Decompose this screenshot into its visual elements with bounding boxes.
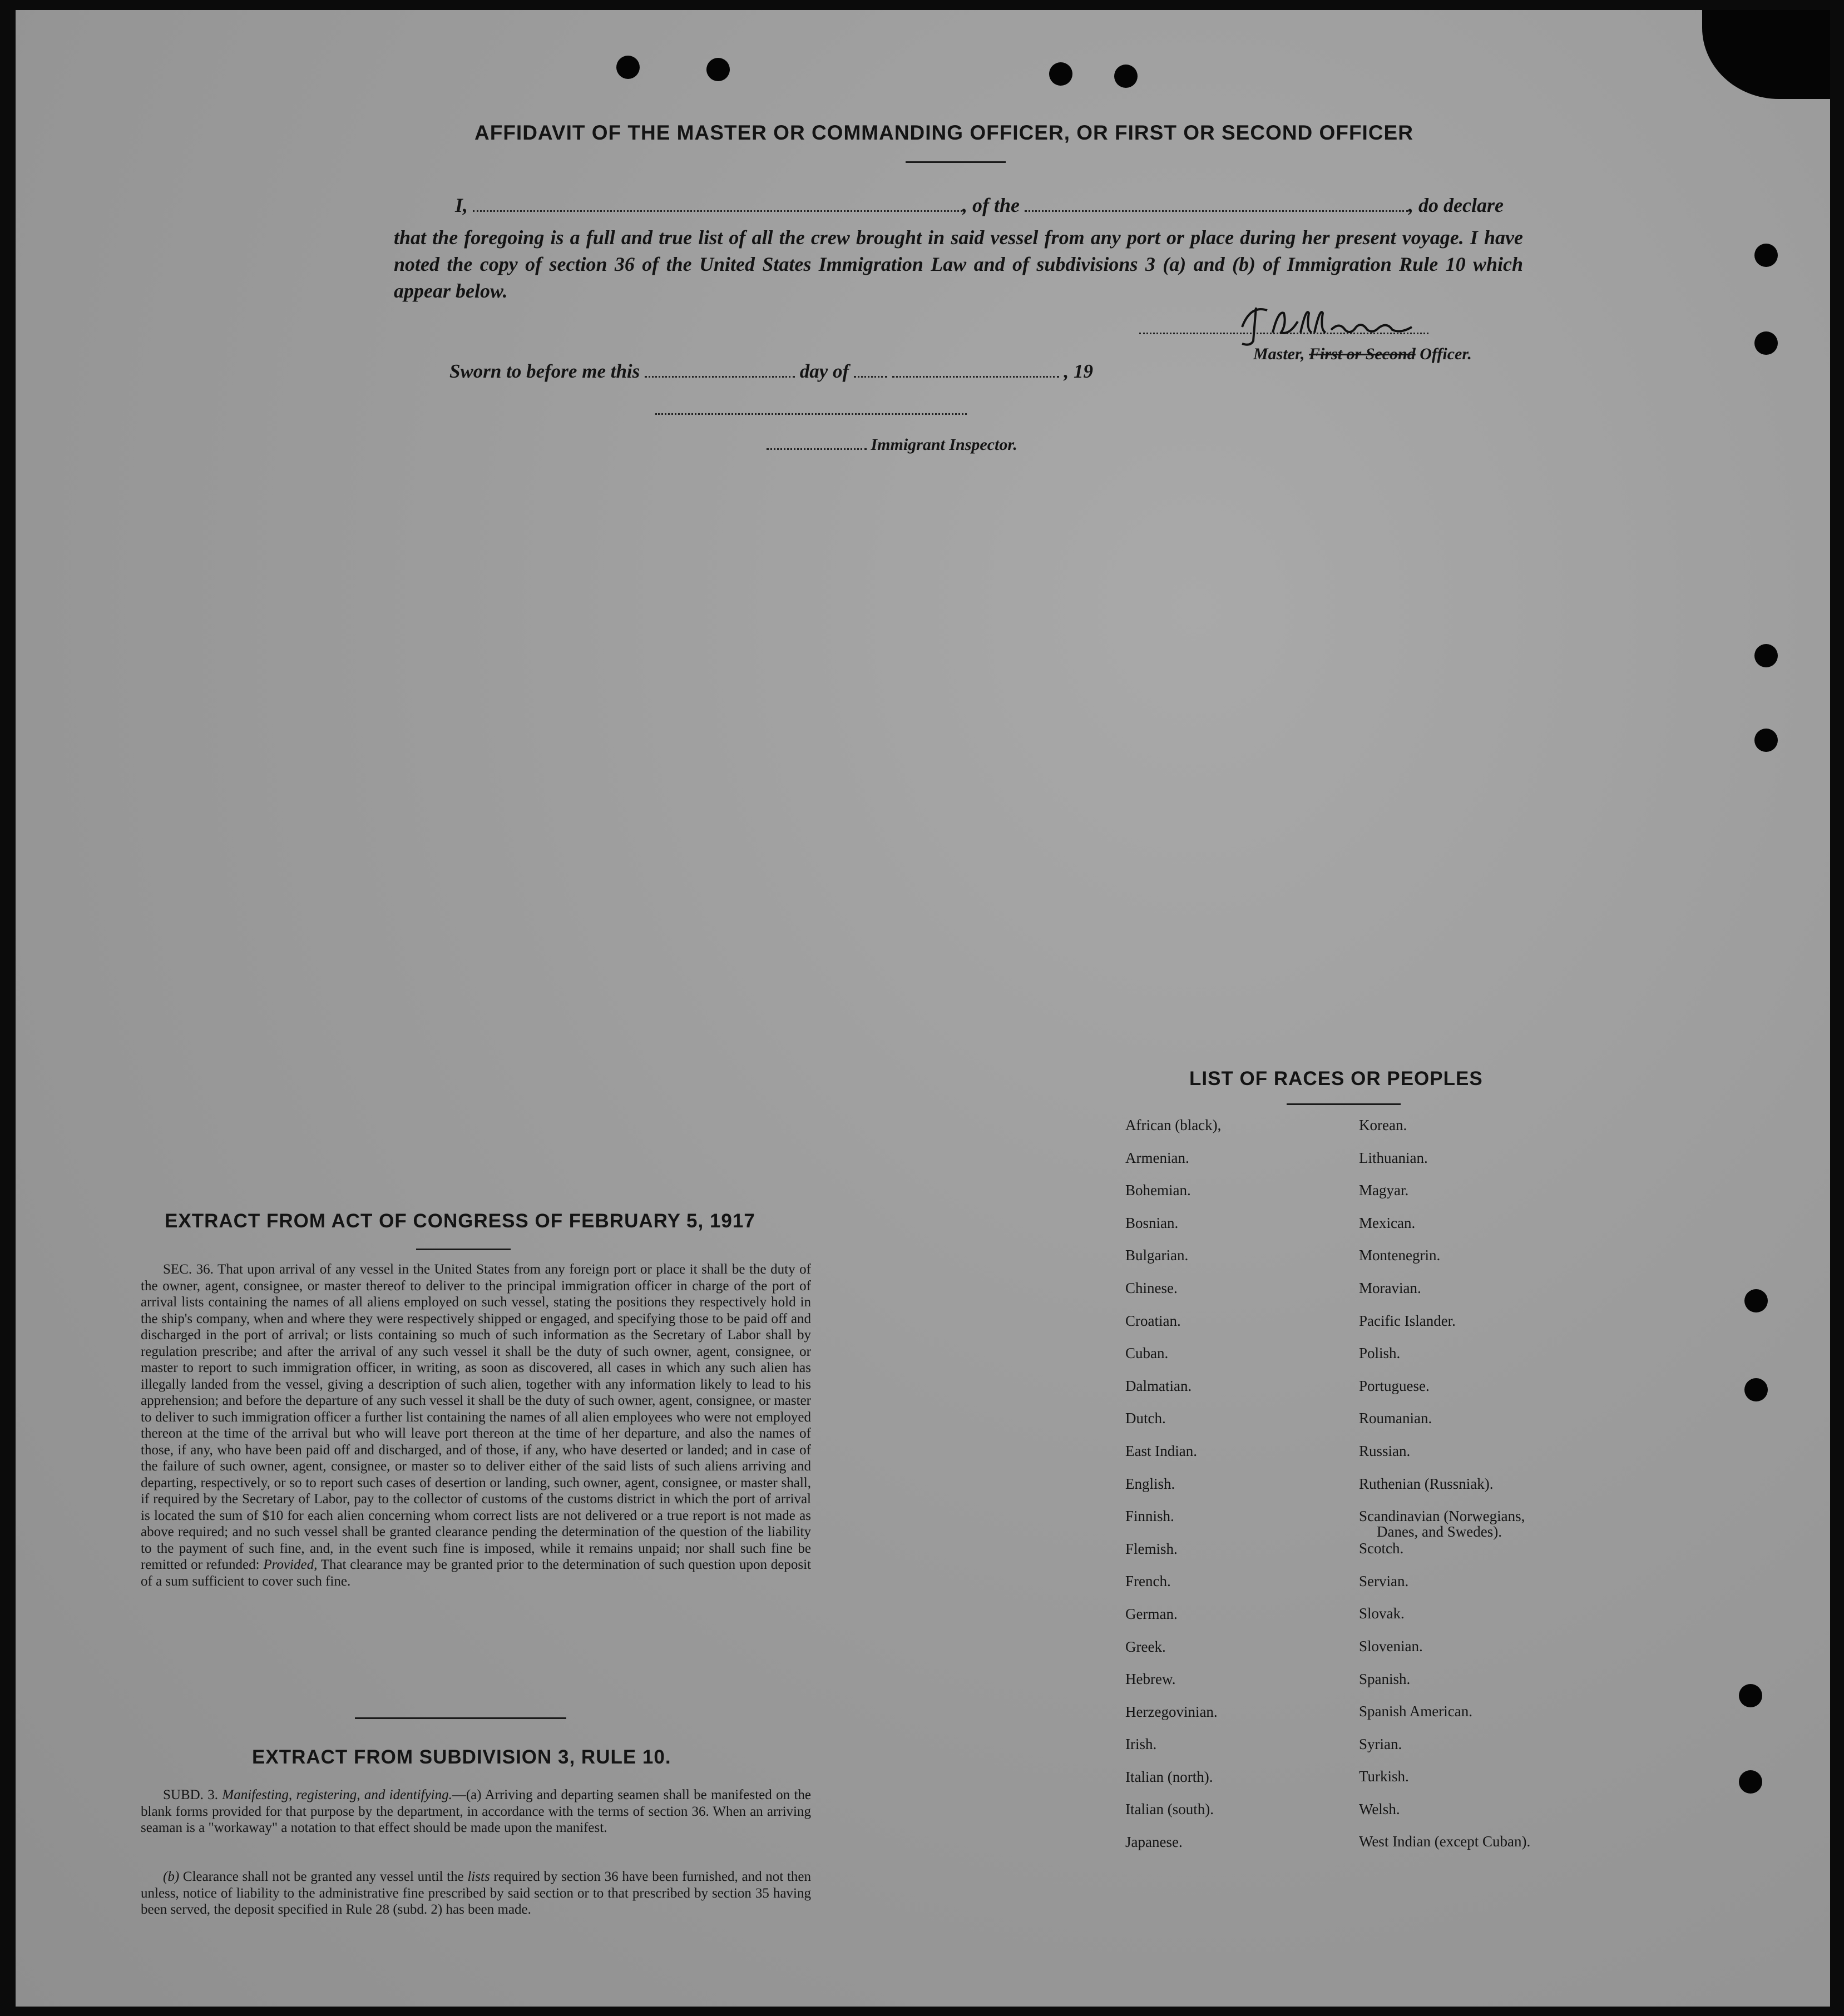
- affidavit-body: that the foregoing is a full and true list of all the crew brought in said vessel from any port or place during her present voyage. I have noted the copy of section 36 of the United States Immigration Law and of subdivisions 3 (a) and (b) of Immigration Rule 10 which appear below.: [394, 226, 1523, 302]
- race-item: German.: [1125, 1605, 1178, 1622]
- title-rule: [1287, 1103, 1401, 1105]
- race-item: Croatian.: [1125, 1312, 1181, 1329]
- title-rule: [416, 1249, 511, 1250]
- race-item: Slovenian.: [1359, 1637, 1423, 1655]
- inspector-name-field[interactable]: [767, 448, 867, 450]
- race-item: Mexican.: [1359, 1214, 1416, 1231]
- inspector-signature-line[interactable]: [655, 413, 967, 415]
- race-item: Pacific Islander.: [1359, 1312, 1456, 1329]
- inspector-line: [767, 435, 1017, 454]
- inspector-label: Immigrant Inspector.: [871, 435, 1017, 454]
- race-item: Dalmatian.: [1125, 1377, 1192, 1394]
- race-item: French.: [1125, 1573, 1171, 1590]
- rule-10-text-b: [141, 1869, 811, 1918]
- sworn-month-field-2[interactable]: [892, 376, 1059, 378]
- para-b-1: Clearance shall not be granted any vessel until the: [182, 1869, 464, 1884]
- punch-hole: [1754, 644, 1778, 667]
- race-item: Hebrew.: [1125, 1671, 1176, 1688]
- race-item: Scandinavian (Norwegians,: [1359, 1508, 1525, 1525]
- sworn-month-field[interactable]: [854, 376, 887, 378]
- extract-act-title: EXTRACT FROM ACT OF CONGRESS OF FEBRUARY 5, 1917: [165, 1210, 755, 1232]
- punch-hole: [616, 56, 640, 79]
- para-b-label: (b): [163, 1869, 180, 1884]
- name-field[interactable]: [473, 210, 962, 212]
- subd-heading: Manifesting, registering, and identifying.: [222, 1787, 452, 1802]
- race-item: Magyar.: [1359, 1182, 1409, 1199]
- race-item: Armenian.: [1125, 1149, 1189, 1166]
- punch-hole: [1114, 65, 1138, 88]
- race-item: Bohemian.: [1125, 1182, 1191, 1199]
- race-item: Syrian.: [1359, 1735, 1402, 1752]
- year-prefix: , 19: [1064, 360, 1093, 382]
- struck-text: First or Second: [1309, 345, 1416, 363]
- race-item: Bulgarian.: [1125, 1247, 1189, 1264]
- race-item: Spanish.: [1359, 1670, 1411, 1687]
- races-right-column: [1359, 1117, 1530, 1866]
- para-b-2: required by section 36 have been furnished, and not then unless, notice of liability to the administrative fine prescribed by said section or to that prescribed by section 35 having been served, the deposit specified in Rule 28 (subd. 2) has been made.: [141, 1869, 811, 1917]
- race-item: Dutch.: [1125, 1410, 1166, 1427]
- declaration-line: [455, 194, 1504, 217]
- race-item: Bosnian.: [1125, 1214, 1179, 1231]
- race-item: Finnish.: [1125, 1508, 1174, 1525]
- race-item: Turkish.: [1359, 1768, 1409, 1785]
- signature-mark: [1234, 299, 1456, 349]
- section-rule: [355, 1717, 566, 1719]
- race-item: Montenegrin.: [1359, 1247, 1441, 1264]
- race-item: Slovak.: [1359, 1605, 1405, 1622]
- para-a: —(a) Arriving and departing seamen shall be manifested on the blank forms provided for that purpose by the department, in accordance with the terms of section 36. When an arriving seaman is a "workaway" a notation to that effect should be made upon the manifest.: [141, 1787, 812, 1835]
- race-item: Lithuanian.: [1359, 1149, 1428, 1166]
- declaration-of-the: , of the: [962, 194, 1020, 216]
- races-left-column: [1125, 1117, 1221, 1866]
- punch-hole: [1754, 331, 1778, 355]
- sworn-line: [449, 360, 1093, 383]
- race-item: Korean.: [1359, 1117, 1407, 1133]
- punch-hole: [1754, 244, 1778, 267]
- punch-hole: [1744, 1289, 1768, 1312]
- race-item: Ruthenian (Russniak).: [1359, 1475, 1494, 1492]
- sec-label: SEC. 36.: [163, 1262, 214, 1277]
- race-item: Polish.: [1359, 1345, 1401, 1362]
- day-of-text: day of: [799, 360, 849, 382]
- race-item: African (black),: [1125, 1117, 1222, 1133]
- punch-hole: [1754, 729, 1778, 752]
- race-item: Italian (south).: [1125, 1801, 1214, 1818]
- race-item: Japanese.: [1125, 1834, 1183, 1851]
- race-item: Herzegovinian.: [1125, 1703, 1218, 1720]
- race-item: Flemish.: [1125, 1540, 1178, 1557]
- rule-10-text: [141, 1787, 811, 1836]
- race-item: Danes, and Swedes).: [1377, 1523, 1502, 1541]
- race-item: Welsh.: [1359, 1800, 1400, 1817]
- race-item: Servian.: [1359, 1572, 1409, 1589]
- race-item: Scotch.: [1359, 1540, 1404, 1557]
- punch-hole: [706, 58, 730, 81]
- signature-label: Master, First or Second Officer.: [1253, 345, 1472, 363]
- punch-hole: [1739, 1770, 1762, 1794]
- sec-body: That upon arrival of any vessel in the United States from any foreign port or place it shall be the duty of the owner, agent, consignee, or master thereof to deliver to the principal immigration officer in charge of the port of arrival lists containing the names of all aliens employed on such vessel, stating the positions they respectively hold in the ship's company, when and where they were respectively shipped or engaged, and specifying those to be paid off and discharged in the port of arrival; or lists containing so much of such information as the Secretary of Labor shall by regulation prescribe; and after the arrival of any such vessel it shall be the duty of such owner, agent, consignee, or master to report to such immigration officer, in writing, as soon as discovered, all cases in which any such alien has illegally landed from the vessel, giving a description of such alien, together with any information likely to lead to his apprehension; and before the departure of any such vessel it shall be the duty of such owner, agent, consignee, or master to deliver to such immigration officer a further list containing the names of all alien employees who were not employed thereon at the time of the arrival but who will leave port thereon at the time of her departure, and also the names of those, if any, who have been paid off and discharged, and of those, if any, who have deserted or landed; and in case of the failure of such owner, agent, consignee, or master so to deliver either of the said lists of such aliens arriving and departing, respectively, or so to report such cases of desertion or landing, such owner, agent, consignee, or master shall, if required by the Secretary of Labor, pay to the collector of customs of the customs district in which the port of arrival is located the sum of $10 for each alien concerning whom correct lists are not delivered or a true report is not made as above required; and no such vessel shall be granted clearance pending the determination of the question of the liability to the payment of such fine, and, in the event such fine is imposed, while it remains unpaid; nor shall such fine be remitted or refunded:: [141, 1262, 811, 1572]
- proviso-body: That clearance may be granted prior to the determination of such question upon deposit of a sum sufficient to cover such fine.: [141, 1557, 811, 1589]
- para-b-lists: lists: [467, 1869, 490, 1884]
- punch-hole: [1049, 62, 1072, 86]
- subd-label: SUBD. 3.: [163, 1787, 219, 1802]
- race-item: English.: [1125, 1475, 1175, 1492]
- title-rule: [906, 161, 1006, 163]
- declaration-declare: , do declare: [1408, 194, 1504, 216]
- vessel-field[interactable]: [1025, 210, 1408, 212]
- torn-corner: [1702, 10, 1830, 99]
- affidavit-title: AFFIDAVIT OF THE MASTER OR COMMANDING OFFICER, OR FIRST OR SECOND OFFICER: [474, 121, 1413, 144]
- race-item: Irish.: [1125, 1736, 1157, 1753]
- races-title: LIST OF RACES OR PEOPLES: [1189, 1068, 1483, 1089]
- race-item: Moravian.: [1359, 1279, 1421, 1296]
- declaration-i: I,: [455, 194, 468, 216]
- document-page: [16, 10, 1830, 2007]
- sworn-text: Sworn to before me this: [449, 360, 640, 382]
- sworn-day-field[interactable]: [645, 376, 795, 378]
- race-item: Roumanian.: [1359, 1410, 1432, 1427]
- proviso-label: Provided,: [263, 1557, 318, 1572]
- race-item: Russian.: [1359, 1442, 1411, 1459]
- race-item: West Indian (except Cuban).: [1359, 1833, 1531, 1850]
- extract-rule-title: EXTRACT FROM SUBDIVISION 3, RULE 10.: [252, 1746, 671, 1768]
- race-item: Greek.: [1125, 1638, 1166, 1655]
- race-item: Portuguese.: [1359, 1377, 1430, 1394]
- race-item: Spanish American.: [1359, 1703, 1472, 1720]
- race-item: Chinese.: [1125, 1279, 1178, 1296]
- race-item: East Indian.: [1125, 1442, 1197, 1459]
- section-36-text: [141, 1261, 811, 1589]
- punch-hole: [1739, 1684, 1762, 1707]
- punch-hole: [1744, 1378, 1768, 1401]
- race-item: Italian (north).: [1125, 1768, 1213, 1785]
- race-item: Cuban.: [1125, 1345, 1169, 1362]
